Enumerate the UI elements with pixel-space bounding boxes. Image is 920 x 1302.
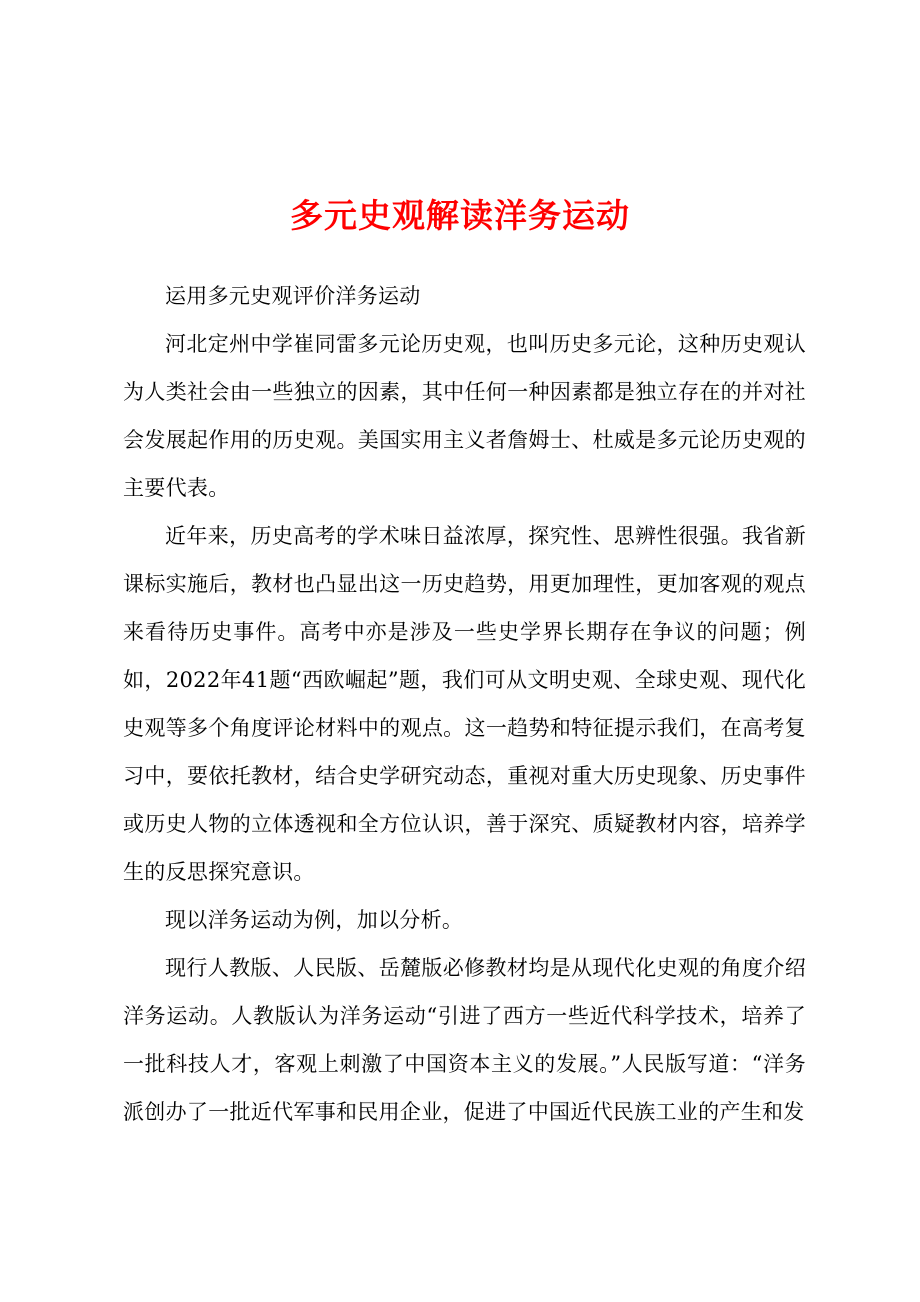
paragraph-definition: 河北定州中学崔同雷多元论历史观，也叫历史多元论，这种历史观认为人类社会由一些独立的因素，其中任何一种因素都是独立存在的并对社会发展起作用的历史观。美国实用主义者詹姆士、杜威是多元论历史观的主要代表。	[123, 332, 806, 500]
paragraph-trend: 近年来，历史高考的学术味日益浓厚，探究性、思辨性很强。我省新课标实施后，教材也凸显出这一历史趋势，用更加理性，更加客观的观点来看待历史事件。高考中亦是涉及一些史学界长期存在争议的问题；例如，2022年41题“西欧崛起”题，我们可从文明史观、全球史观、现代化史观等多个角度评论材料中的观点。这一趋势和特征提示我们，在高考复习中，要依托教材，结合史学研究动态，重视对重大历史现象、历史事件或历史人物的立体透视和全方位认识，善于深究、质疑教材内容，培养学生的反思探究意识。	[123, 524, 806, 884]
paragraph-textbooks: 现行人教版、人民版、岳麓版必修教材均是从现代化史观的角度介绍洋务运动。人教版认为洋务运动“引进了西方一些近代科学技术，培养了一批科技人才，客观上刺激了中国资本主义的发展。”人民版写道：“洋务派创办了一批近代军事和民用企业，促进了中国近代民族工业的产生和发	[123, 956, 806, 1124]
document-body	[123, 272, 806, 1136]
paragraph-example-intro: 现以洋务运动为例，加以分析。	[165, 908, 464, 932]
page-title: 多元史观解读洋务运动	[290, 196, 630, 235]
paragraph-subtitle: 运用多元史观评价洋务运动	[165, 284, 421, 308]
